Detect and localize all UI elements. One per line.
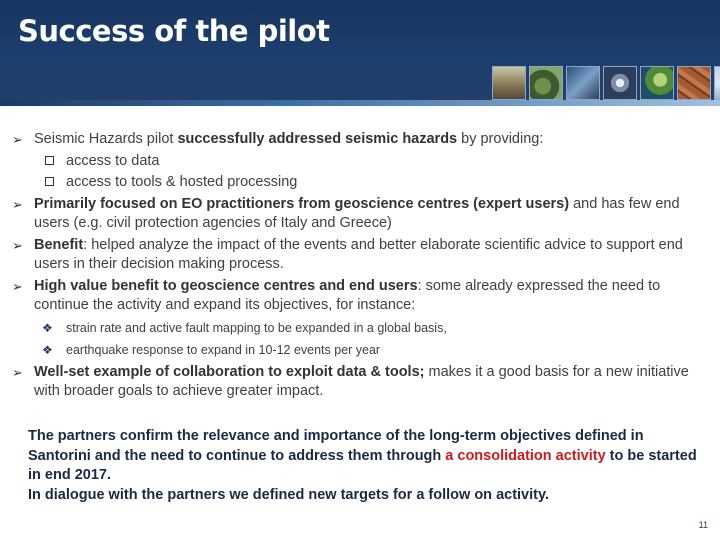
- bullet-text: and has few end users (e.g. civil protection agencies of Italy and Greece): [34, 196, 680, 231]
- header-stripe: [0, 100, 720, 106]
- sub-item-text: strain rate and active fault mapping to be expanded in a global basis,: [66, 321, 447, 335]
- arrow-bullet-icon: ➢: [12, 132, 23, 147]
- sub-item-text: access to data: [66, 153, 160, 169]
- slide-header: [0, 0, 720, 104]
- bullet-text: makes it a good basis for a new initiative with broader goals to achieve greater impact.: [34, 364, 689, 399]
- bullet-text-bold: Well-set example of collaboration to exploit data & tools;: [34, 364, 425, 380]
- partners-text-end: to be started in end 2017.: [28, 447, 697, 483]
- bullet-text: : helped analyze the impact of the events and better elaborate scientific advice to support end users in their decision making process.: [34, 237, 683, 272]
- bullet-eo-practitioners: [12, 195, 712, 233]
- sub-item-text: earthquake response to expand in 10-12 events per year: [66, 343, 381, 357]
- sub-item-text: access to tools & hosted processing: [66, 174, 298, 190]
- partners-text-line2: In dialogue with the partners we defined new targets for a follow on activity.: [28, 486, 549, 503]
- slide-title: Success of the pilot: [18, 14, 330, 48]
- bullet-list: [12, 130, 712, 404]
- thumbnail-city-image: [492, 66, 526, 100]
- arrow-bullet-icon: ➢: [12, 238, 23, 253]
- partners-statement: [28, 427, 708, 505]
- bullet-text-bold: High value benefit to geoscience centres and end users: [34, 278, 418, 294]
- bullet-high-value: [12, 277, 712, 315]
- thumbnail-field-image: [529, 66, 563, 100]
- thumbnail-cracked-earth-image: [677, 66, 711, 100]
- sub-item-earthquake-response: [12, 340, 712, 360]
- bullet-text-bold: successfully addressed seismic hazards: [177, 131, 458, 147]
- bullet-text: : some already expressed the need to continue the activity and expand its objectives, for instance:: [34, 278, 661, 313]
- bullet-text: Seismic Hazards pilot: [34, 131, 178, 147]
- thumbnail-strip: [492, 66, 720, 100]
- sub-item-access-data: [12, 152, 712, 171]
- arrow-bullet-icon: ➢: [12, 365, 23, 380]
- sub-item-strain-rate: [12, 318, 712, 338]
- diamond-bullet-icon: ❖: [42, 321, 53, 335]
- partners-text: The partners confirm the relevance and importance of the long-term objectives defined in Santorini and the need to continue to address them through: [28, 428, 644, 464]
- square-bullet-icon: [45, 177, 54, 186]
- thumbnail-ice-image: [714, 66, 720, 100]
- bullet-well-set-example: [12, 363, 712, 401]
- thumbnail-vegetation-image: [640, 66, 674, 100]
- arrow-bullet-icon: ➢: [12, 279, 23, 294]
- sub-item-access-tools: [12, 173, 712, 192]
- arrow-bullet-icon: ➢: [12, 197, 23, 212]
- bullet-text-bold: Benefit: [34, 237, 84, 253]
- bullet-seismic-hazards: [12, 130, 712, 149]
- bullet-benefit: [12, 236, 712, 274]
- square-bullet-icon: [45, 156, 54, 165]
- partners-highlight: a consolidation activity: [445, 447, 606, 464]
- page-number: 11: [698, 520, 708, 530]
- bullet-text: by providing:: [457, 131, 544, 147]
- diamond-bullet-icon: ❖: [42, 343, 53, 357]
- thumbnail-water-image: [566, 66, 600, 100]
- bullet-text-bold: Primarily focused on EO practitioners from geoscience centres (expert users): [34, 196, 570, 212]
- thumbnail-storm-image: [603, 66, 637, 100]
